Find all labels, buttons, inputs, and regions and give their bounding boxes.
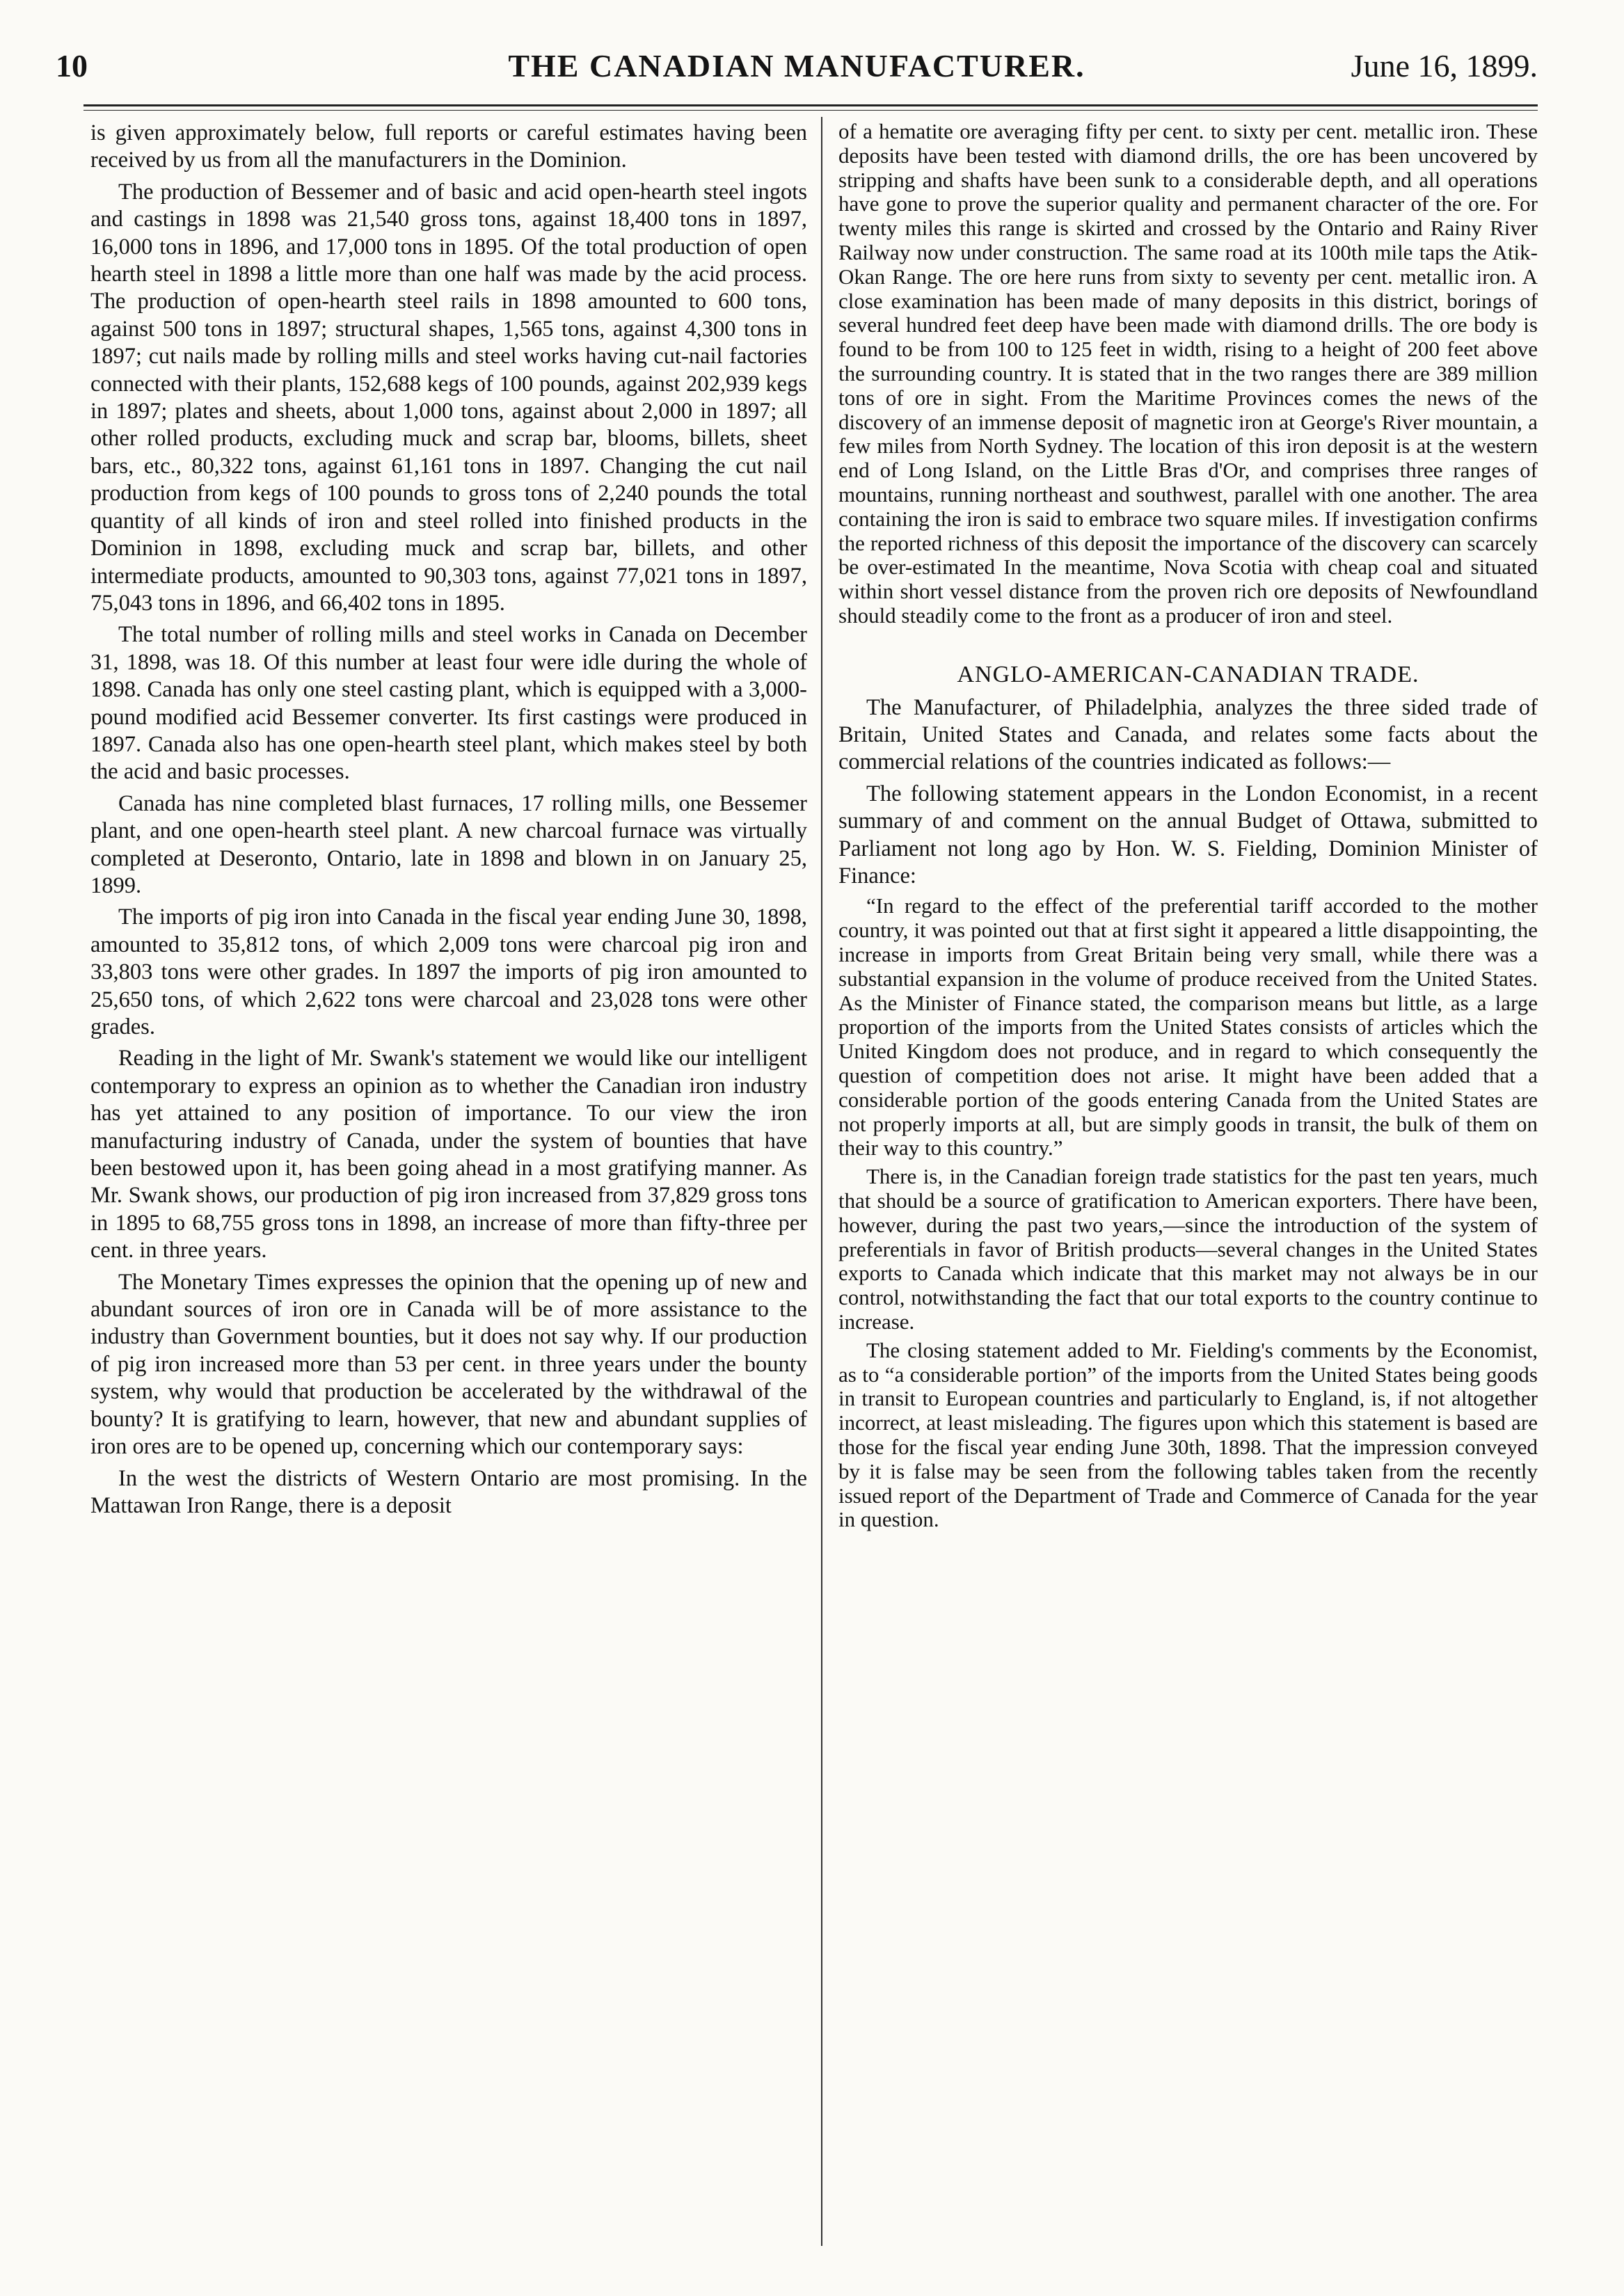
issue-date: June 16, 1899.	[1351, 48, 1538, 83]
paragraph: The production of Bessemer and of basic and acid open-hearth steel ingots and castings in 1898 was 21,540 gross tons, against 18,400 tons in 1897, 16,000 tons in 1896, and 17,000 tons in 1895. Of the total production of open hearth steel in 1898 a little more than one half was made by the acid process. The production of open-hearth steel rails in 1898 amounted to 600 tons, against 500 tons in 1897; structural shapes, 1,565 tons, against 4,300 tons in 1897; cut nails made by rolling mills and steel works having cut-nail factories connected with their plants, 152,688 kegs of 100 pounds, against 202,939 kegs in 1897; plates and sheets, about 1,000 tons, against about 2,000 in 1897; all other rolled products, excluding muck and scrap bar, blooms, billets, sheet bars, etc., 80,322 tons, against 61,161 tons in 1897. Changing the cut nail production from kegs of 100 pounds to gross tons of 2,240 pounds the total quantity of all kinds of iron and steel rolled into finished products in the Dominion in 1898, excluding muck and scrap bar, billets, and other intermediate products, amounted to 90,303 tons, against 77,021 tons in 1897, 75,043 tons in 1896, and 66,402 tons in 1895.	[90, 179, 807, 616]
paragraph: Canada has nine completed blast furnaces, 17 rolling mills, one Bessemer plant, and one open-hearth steel plant. A new charcoal furnace was virtually completed at Deseronto, Ontario, late in 1898 and blown in on January 25, 1899.	[90, 790, 807, 898]
publication-title: THE CANADIAN MANUFACTURER.	[508, 48, 1085, 83]
paragraph: The total number of rolling mills and steel works in Canada on December 31, 1898, was 18. Of this number at least four were idle during the whole of 1898. Canada has only one steel casting plant, which is equipped with a 3,000-pound modified acid Bessemer converter. Its first castings were produced in 1897. Canada also has one open-hearth steel plant, which makes steel by both the acid and basic processes.	[90, 622, 807, 785]
paragraph: The closing statement added to Mr. Fielding's comments by the Economist, as to “a considerable portion” of the imports from the United States being goods in transit to European countries and particularly to England, is, if not altogether incorrect, at least misleading. The figures upon which this statement is based are those for the fiscal year ending June 30th, 1898. That the impression conveyed by it is false may be seen from the following tables taken from the recently issued report of the Department of Trade and Commerce of Canada for the year in question.	[838, 1337, 1538, 1532]
header-rule-thin	[83, 110, 1538, 111]
right-column	[838, 120, 1538, 1536]
paragraph: The Monetary Times expresses the opinion that the opening up of new and abundant sources of iron ore in Canada will be of more assistance to the industry than Government bounties, but it does not say why. If our production of pig iron increased more than 53 per cent. in three years under the bounty system, why would that production be accelerated by the withdrawal of the bounty? It is gratifying to learn, however, that new and abundant supplies of iron ores are to be opened up, concerning which our contemporary says:	[90, 1269, 807, 1460]
paragraph: There is, in the Canadian foreign trade statistics for the past ten years, much that should be a source of gratification to American exporters. There have been, however, during the past two years,—since the introduction of the system of preferentials in favor of British products—several changes in the United States exports to Canada which indicate that this market may not always be in our control, notwithstanding the fact that our total exports to the country continue to increase.	[838, 1164, 1538, 1334]
paragraph: is given approximately below, full reports or careful estimates having been received by us from all the manufacturers in the Dominion.	[90, 120, 807, 173]
header-rule	[83, 104, 1538, 106]
paragraph: The imports of pig iron into Canada in the fiscal year ending June 30, 1898, amounted to 35,812 tons, of which 2,009 tons were charcoal pig iron and 33,803 tons were other grades. In 1897 the imports of pig iron amounted to 25,650 tons, of which 2,622 tons were charcoal and 23,028 tons were other grades.	[90, 904, 807, 1039]
paragraph: Reading in the light of Mr. Swank's statement we would like our intelligent contemporary to express an opinion as to whether the Canadian iron industry has yet attained to any position of importance. To our view the iron manufacturing industry of Canada, under the system of bounties that have been bestowed upon it, has been going ahead in a most gratifying manner. As Mr. Swank shows, our production of pig iron increased from 37,829 gross tons in 1895 to 68,755 gross tons in 1898, an increase of more than fifty-three per cent. in three years.	[90, 1046, 807, 1263]
paragraph: The following statement appears in the London Economist, in a recent summary of and comment on the annual Budget of Ottawa, submitted to Parliament not long ago by Hon. W. S. Fielding, Dominion Minister of Finance:	[838, 781, 1538, 888]
left-column	[90, 120, 807, 1524]
paragraph: The Manufacturer, of Philadelphia, analyzes the three sided trade of Britain, United States and Canada, and relates some facts about the commercial relations of the countries indicated as follows:—	[838, 694, 1538, 775]
quoted-paragraph: “In regard to the effect of the preferential tariff accorded to the mother country, it was pointed out that at first sight it appeared a little disappointing, the increase in imports from Great Britain being very small, while there was a substantial expansion in the volume of produce received from the United States. As the Minister of Finance stated, the comparison means but little, as a large proportion of the imports from the United States consists of articles which the United Kingdom does not produce, and in regard to which consequently the question of competition does not arise. It might have been added that a considerable portion of the goods entering Canada from the United States are not properly imports at all, but are simply goods in transit, the bulk of them on their way to this country.”	[838, 893, 1538, 1161]
paragraph: In the west the districts of Western Ontario are most promising. In the Mattawan Iron Range, there is a deposit	[90, 1465, 807, 1518]
continued-paragraph: of a hematite ore averaging fifty per cent. to sixty per cent. metallic iron. These deposits have been tested with diamond drills, the ore has been uncovered by stripping and shafts have been sunk to a considerable depth, and all operations have gone to prove the superior quality and permanent character of the ore. For twenty miles this range is skirted and crossed by the Ontario and Rainy River Railway now under construction. The same road at its 100th mile taps the Atik-Okan Range. The ore here runs from sixty to seventy per cent. metallic iron. A close examination has been made of many deposits in this district, borings of several hundred feet deep have been made with diamond drills. The ore body is found to be from 100 to 125 feet in width, rising to a height of 200 feet above the surrounding country. It is stated that in the two ranges there are 389 million tons of ore in sight. From the Maritime Provinces comes the news of the discovery of an immense deposit of magnetic iron at George's River mountain, a few miles from North Sydney. The location of this iron deposit is at the western end of Long Island, on the Little Bras d'Or, and comprises three ranges of mountains, running northeast and southwest, parallel with one another. The area containing the iron is said to embrace two square miles. If investigation confirms the reported richness of this deposit the importance of the discovery can scarcely be over-estimated In the meantime, Nova Scotia with cheap coal and situated within short vessel distance from the proven rich ore deposits of Newfoundland should steadily come to the front as a producer of iron and steel.	[838, 119, 1538, 628]
section-heading: ANGLO-AMERICAN-CANADIAN TRADE.	[957, 661, 1419, 687]
page-number: 10	[56, 48, 88, 83]
page-header	[56, 39, 1538, 95]
column-divider	[821, 117, 822, 2246]
